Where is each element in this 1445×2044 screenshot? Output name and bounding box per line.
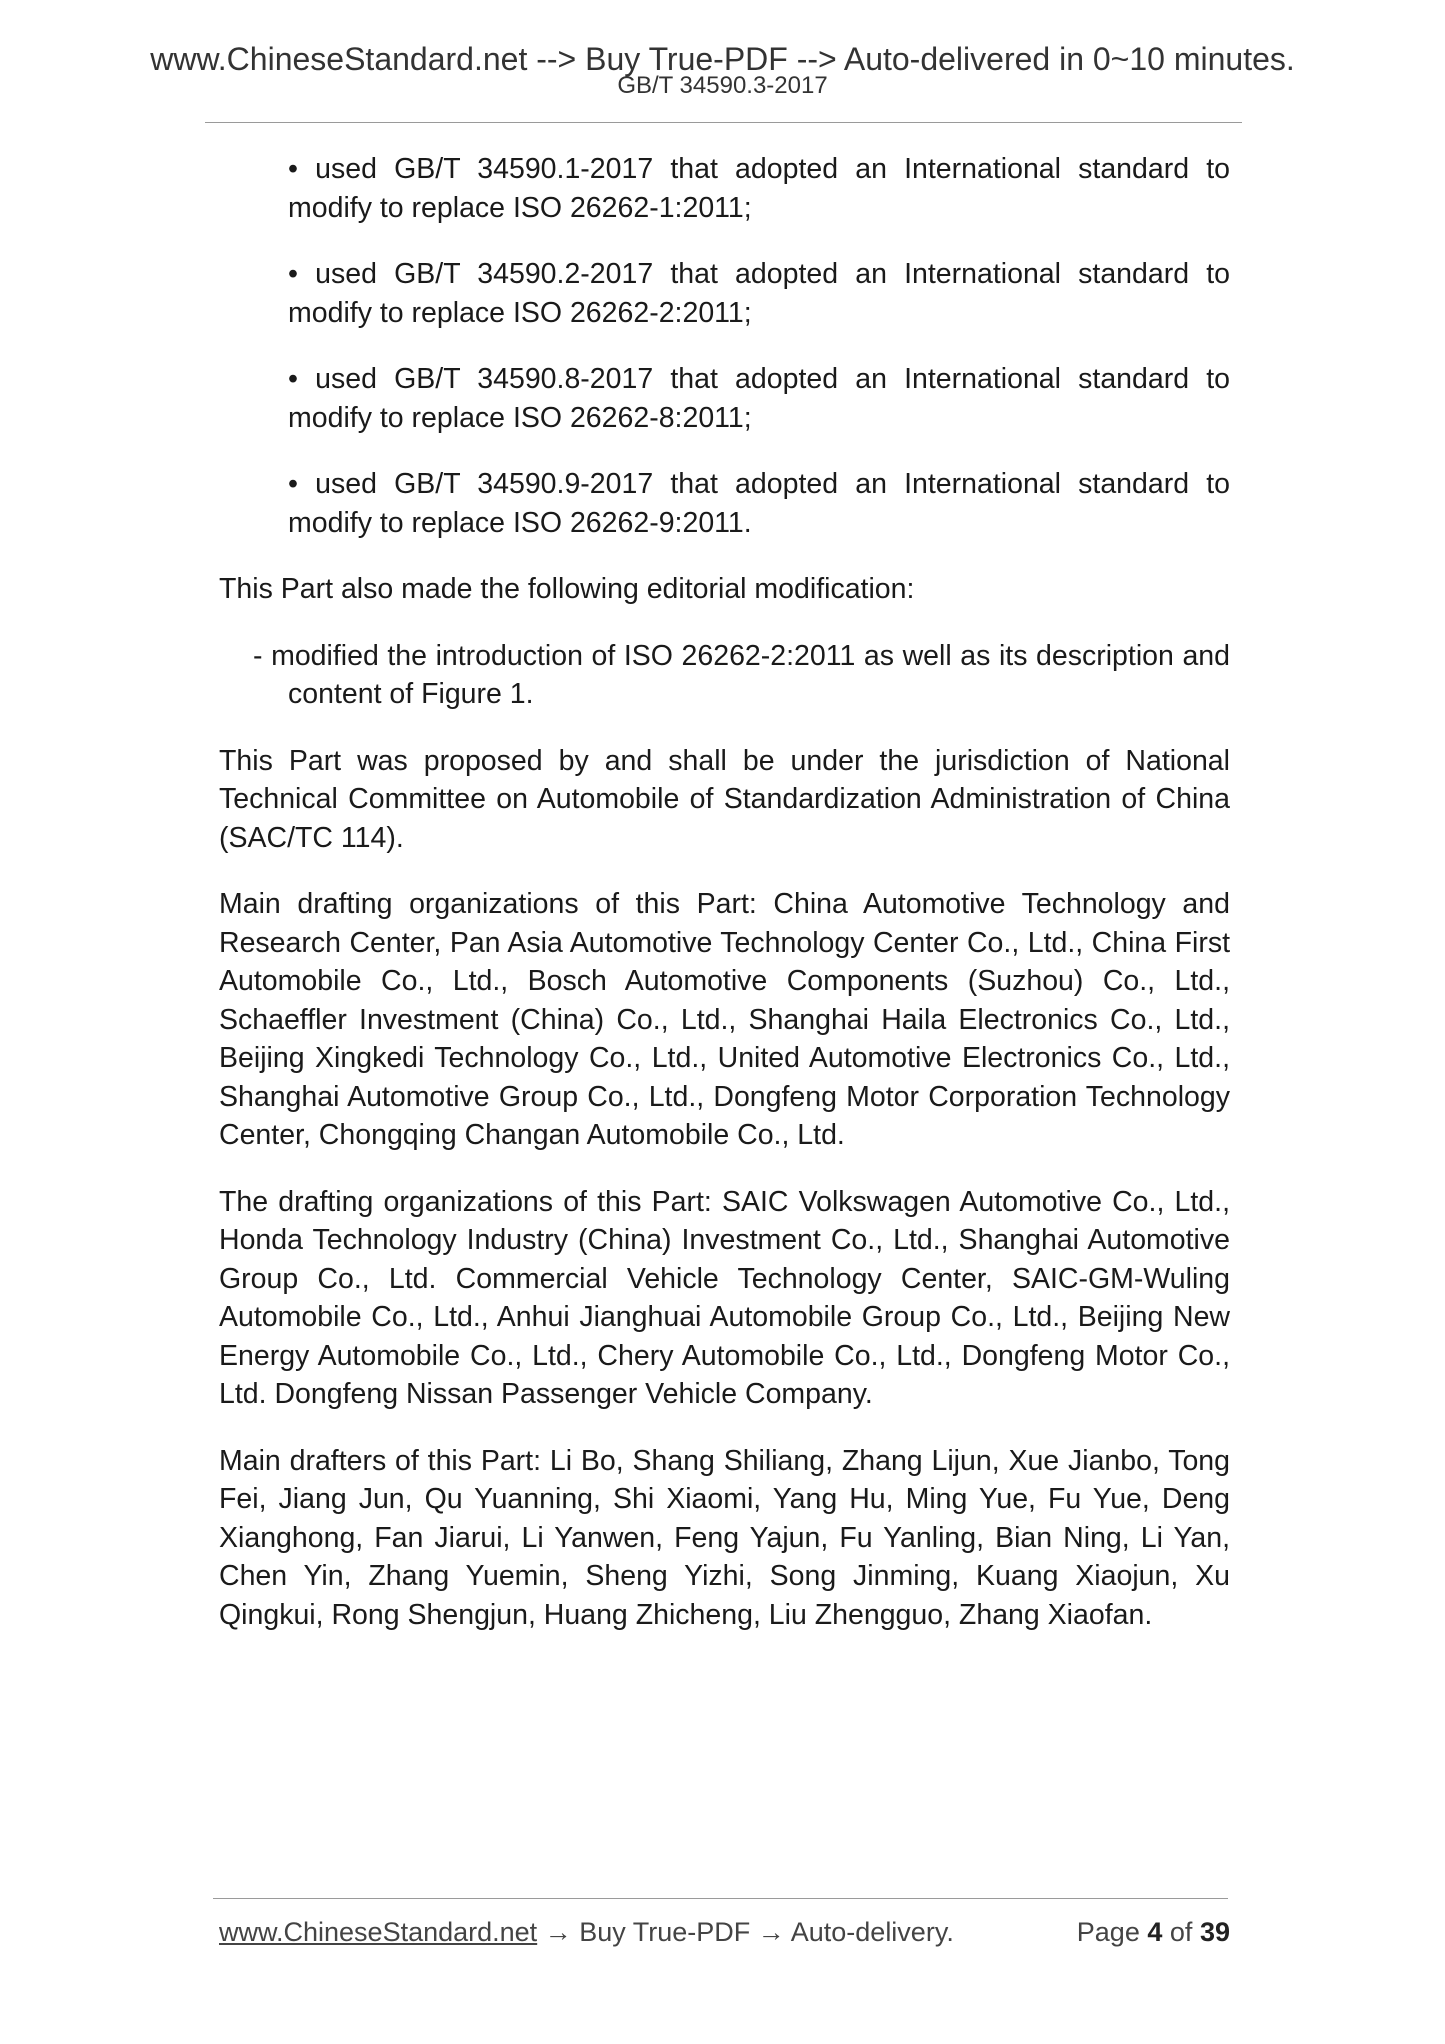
- bullet-item-2: • used GB/T 34590.2-2017 that adopted an International standard to modify to replace ISO 26262-2:2011;: [288, 258, 1230, 329]
- editorial-intro: This Part also made the following editorial modification:: [219, 573, 915, 605]
- proposed-by-paragraph: This Part was proposed by and shall be under the jurisdiction of National Technical Committee on Automobile of Standardization Administration of China (SAC/TC 114).: [219, 744, 1230, 854]
- main-drafters-paragraph: Main drafters of this Part: Li Bo, Shang Shiliang, Zhang Lijun, Xue Jianbo, Tong Fei, Jiang Jun, Qu Yuanning, Shi Xiaomi, Yang Hu, Ming Yue, Fu Yue, Deng Xianghong, Fan Jiarui, Li Yanwen, Feng Yajun, Fu Yanling, Bian Ning, Li Yan, Chen Yin, Zhang Yuemin, Sheng Yizhi, Song Jinming, Kuang Xiaojun, Xu Qingkui, Rong Shengjun, Huang Zhicheng, Liu Zhengguo, Zhang Xiaofan.: [219, 1444, 1230, 1631]
- current-page-number: 4: [1147, 1917, 1163, 1947]
- page-indicator: [1077, 1915, 1230, 1949]
- document-id: GB/T 34590.3-2017: [617, 72, 828, 99]
- of-label: of: [1169, 1917, 1193, 1947]
- footer-promo-text: → Buy True-PDF → Auto-delivery.: [537, 1917, 954, 1947]
- header-divider: [205, 122, 1242, 123]
- editorial-item: - modified the introduction of ISO 26262-2:2011 as well as its description and content of Figure 1.: [253, 639, 1230, 710]
- page-body: [219, 150, 1230, 1662]
- bullet-item-3: • used GB/T 34590.8-2017 that adopted an International standard to modify to replace ISO 26262-8:2011;: [288, 363, 1230, 434]
- drafting-orgs-paragraph: The drafting organizations of this Part: SAIC Volkswagen Automotive Co., Ltd., Honda Technology Industry (China) Investment Co., Ltd., Shanghai Automotive Group Co., Ltd. Commercial Vehicle Technology Center, SAIC-GM-Wuling Automobile Co., Ltd., Anhui Jianghuai Automobile Group Co., Ltd., Beijing New Energy Automobile Co., Ltd., Chery Automobile Co., Ltd., Dongfeng Motor Co., Ltd. Dongfeng Nissan Passenger Vehicle Company.: [219, 1185, 1230, 1410]
- bullet-item-4: • used GB/T 34590.9-2017 that adopted an International standard to modify to replace ISO 26262-9:2011.: [288, 468, 1230, 539]
- footer-promo: [219, 1915, 954, 1949]
- main-drafting-orgs-paragraph: Main drafting organizations of this Part: China Automotive Technology and Research Center, Pan Asia Automotive Technology Center Co., Ltd., China First Automobile Co., Ltd., Bosch Automotive Components (Suzhou) Co., Ltd., Schaeffler Investment (China) Co., Ltd., Shanghai Haila Electronics Co., Ltd., Beijing Xingkedi Technology Co., Ltd., United Automotive Electronics Co., Ltd., Shanghai Automotive Group Co., Ltd., Dongfeng Motor Corporation Technology Center, Chongqing Changan Automobile Co., Ltd.: [219, 888, 1230, 1151]
- page-footer: [219, 1915, 1230, 1949]
- bullet-item-1: • used GB/T 34590.1-2017 that adopted an International standard to modify to replace ISO 26262-1:2011;: [288, 153, 1230, 224]
- page-label: Page: [1076, 1917, 1140, 1947]
- footer-divider: [213, 1898, 1228, 1899]
- total-pages: 39: [1199, 1917, 1230, 1947]
- site-link[interactable]: www.ChineseStandard.net: [219, 1917, 538, 1947]
- header-banner: www.ChineseStandard.net --> Buy True-PDF --> Auto-delivered in 0~10 minutes.: [150, 41, 1295, 77]
